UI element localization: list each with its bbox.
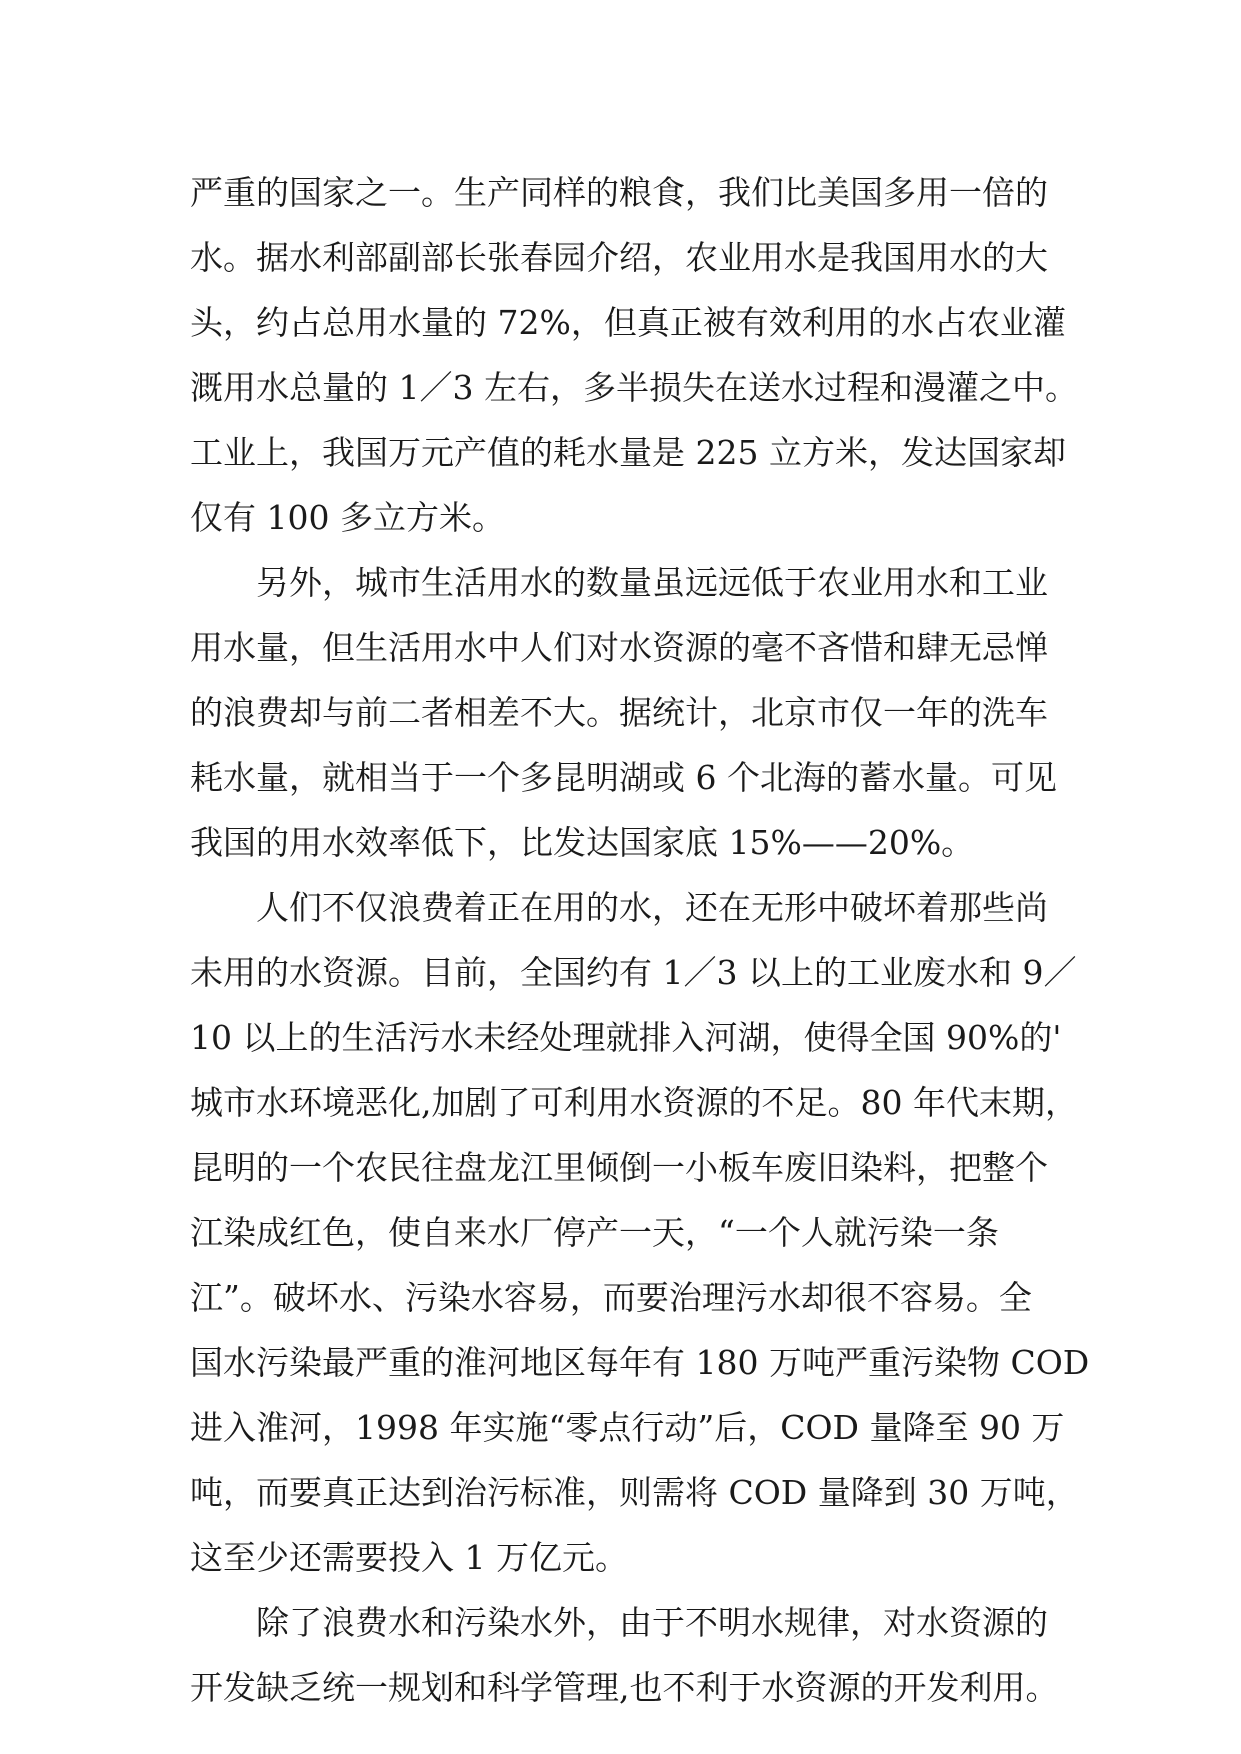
text-line: 另外，城市生活用水的数量虽远远低于农业用水和工业 [256,563,1048,602]
text-line: 江染成红色，使自来水厂停产一天，“一个人就污染一条 [190,1213,999,1252]
text-line: 用水量，但生活用水中人们对水资源的毫不吝惜和肆无忌惮 [190,628,1048,667]
text-line: 进入淮河，1998 年实施“零点行动”后，COD 量降至 90 万 [190,1408,1065,1447]
body-text [190,160,1090,1720]
text-line: 吨，而要真正达到治污标准，则需将 COD 量降到 30 万吨， [190,1473,1079,1512]
text-line: 工业上，我国万元产值的耗水量是 225 立方米，发达国家却 [190,433,1066,472]
text-line: 这至少还需要投入 1 万亿元。 [190,1538,628,1577]
text-line: 仅有 100 多立方米。 [190,498,505,537]
text-line: 水。据水利部副部长张春园介绍，农业用水是我国用水的大 [190,238,1048,277]
text-line: 溉用水总量的 1／3 左右，多半损失在送水过程和漫灌之中。 [190,368,1078,407]
text-line: 城市水环境恶化,加剧了可利用水资源的不足。80 年代末期， [190,1083,1078,1122]
text-line: 未用的水资源。目前，全国约有 1／3 以上的工业废水和 9／ [190,953,1077,992]
text-line: 国水污染最严重的淮河地区每年有 180 万吨严重污染物 COD [190,1343,1090,1382]
text-line: 江”。破坏水、污染水容易，而要治理污水却很不容易。全 [190,1278,1032,1317]
text-line: 严重的国家之一。生产同样的粮食，我们比美国多用一倍的 [190,173,1048,212]
paragraph [190,1590,1070,1720]
paragraph [190,550,1070,875]
text-line: 的浪费却与前二者相差不大。据统计，北京市仅一年的洗车 [190,693,1048,732]
text-line: 耗水量，就相当于一个多昆明湖或 6 个北海的蓄水量。可见 [190,758,1057,797]
text-line: 昆明的一个农民往盘龙江里倾倒一小板车废旧染料，把整个 [190,1148,1048,1187]
paragraph [190,875,1090,1590]
paragraph [190,160,1078,550]
text-line: 10 以上的生活污水未经处理就排入河湖，使得全国 90%的' [190,1018,1062,1057]
text-line: 除了浪费水和污染水外，由于不明水规律，对水资源的 [256,1603,1048,1642]
text-line: 开发缺乏统一规划和科学管理,也不利于水资源的开发利用。 [190,1668,1059,1707]
text-line: 人们不仅浪费着正在用的水，还在无形中破坏着那些尚 [256,888,1048,927]
text-line: 我国的用水效率低下，比发达国家底 15%——20%。 [190,823,975,862]
text-line: 头，约占总用水量的 72%，但真正被有效利用的水占农业灌 [190,303,1066,342]
